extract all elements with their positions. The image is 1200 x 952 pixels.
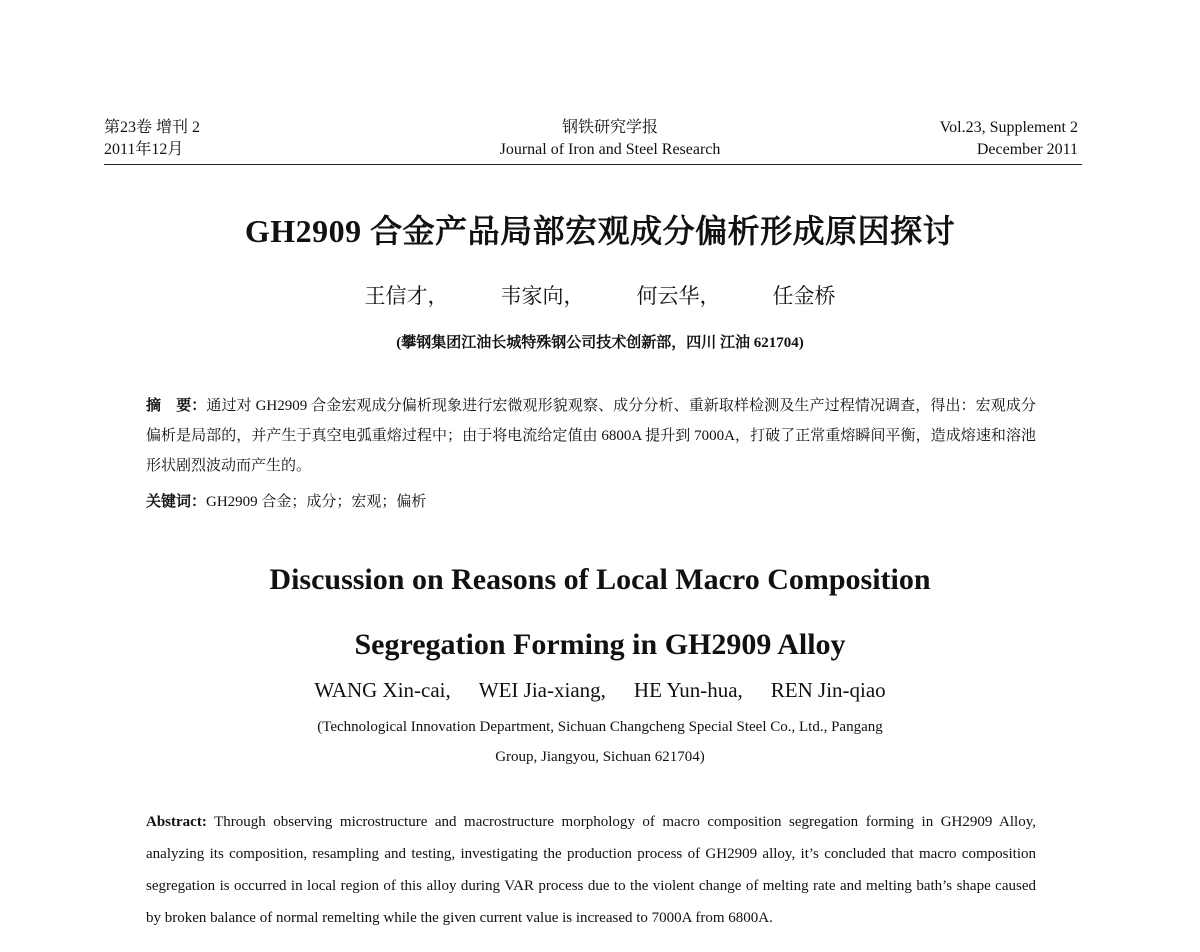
header-journal-en: Journal of Iron and Steel Research: [499, 141, 721, 158]
author-cn: 任金桥: [772, 284, 836, 308]
abstract-en-label: Abstract:: [146, 814, 207, 830]
abstract-en: [146, 806, 1036, 934]
page-title-en-line1: Discussion on Reasons of Local Macro Composition: [269, 563, 931, 596]
page-title-cn: GH2909 合金产品局部宏观成分偏析形成原因探讨: [244, 213, 956, 249]
author-cn: 韦家向，: [500, 284, 585, 308]
header-date-en: December 2011: [976, 141, 1078, 158]
author-cn: 何云华，: [636, 284, 721, 308]
authors-en: [150, 678, 1050, 703]
header-date-cn: 2011年12月: [104, 141, 184, 158]
header-volume-date-en: [940, 117, 1078, 161]
header-journal: [400, 117, 820, 161]
author-cn: 王信才，: [364, 284, 449, 308]
header-volume-en: Vol.23, Supplement 2: [939, 119, 1078, 136]
authors-cn: [150, 280, 1050, 310]
header-volume-cn: 第23卷 增刊 2: [104, 119, 201, 136]
author-en: REN Jin-qiao: [770, 678, 886, 702]
abstract-cn: [146, 391, 1036, 481]
keywords-cn-text: GH2909 合金；成分；宏观；偏析: [206, 494, 427, 510]
affiliation-en-line1: (Technological Innovation Department, Sichuan Changcheng Special Steel Co., Ltd., Pangang: [317, 719, 883, 735]
affiliation-en-line2: Group, Jiangyou, Sichuan 621704): [495, 749, 705, 765]
abstract-cn-text: 通过对 GH2909 合金宏观成分偏析现象进行宏微观形貌观察、成分分析、重新取样检测及生产过程情况调查，得出：宏观成分偏析是局部的，并产生于真空电弧重熔过程中；由于将电流给定值由 6800A 提升到 7000A，打破了正常重熔瞬间平衡，造成熔速和溶池形状剧烈波动而产生的。: [146, 398, 1036, 474]
abstract-en-text: Through observing microstructure and macrostructure morphology of macro composition segregation forming in GH2909 Alloy, analyzing its composition, resampling and testing, investigating the production process of GH2909 alloy, it’s concluded that macro composition segregation is occurred in local region of this alloy during VAR process due to the violent change of melting rate and melting bath’s shape caused by broken balance of normal remelting while the given current value is increased to 7000A from 6800A.: [146, 814, 1037, 926]
affiliation-en: [200, 712, 1000, 772]
affiliation-cn: (攀钢集团江油长城特殊钢公司技术创新部，四川 江油 621704): [396, 335, 804, 351]
abstract-cn-label: 摘 要：: [146, 398, 207, 414]
author-en: WANG Xin-cai,: [314, 678, 451, 702]
author-en: HE Yun-hua,: [633, 678, 743, 702]
page-title-en-line2: Segregation Forming in GH2909 Alloy: [354, 628, 846, 661]
keywords-cn-label: 关键词：: [146, 494, 207, 510]
header-rule: [104, 164, 1082, 165]
keywords-cn: [146, 487, 1036, 517]
header-journal-cn: 钢铁研究学报: [561, 119, 658, 136]
author-en: WEI Jia-xiang,: [478, 678, 606, 702]
header-volume-date-cn: [104, 117, 200, 161]
